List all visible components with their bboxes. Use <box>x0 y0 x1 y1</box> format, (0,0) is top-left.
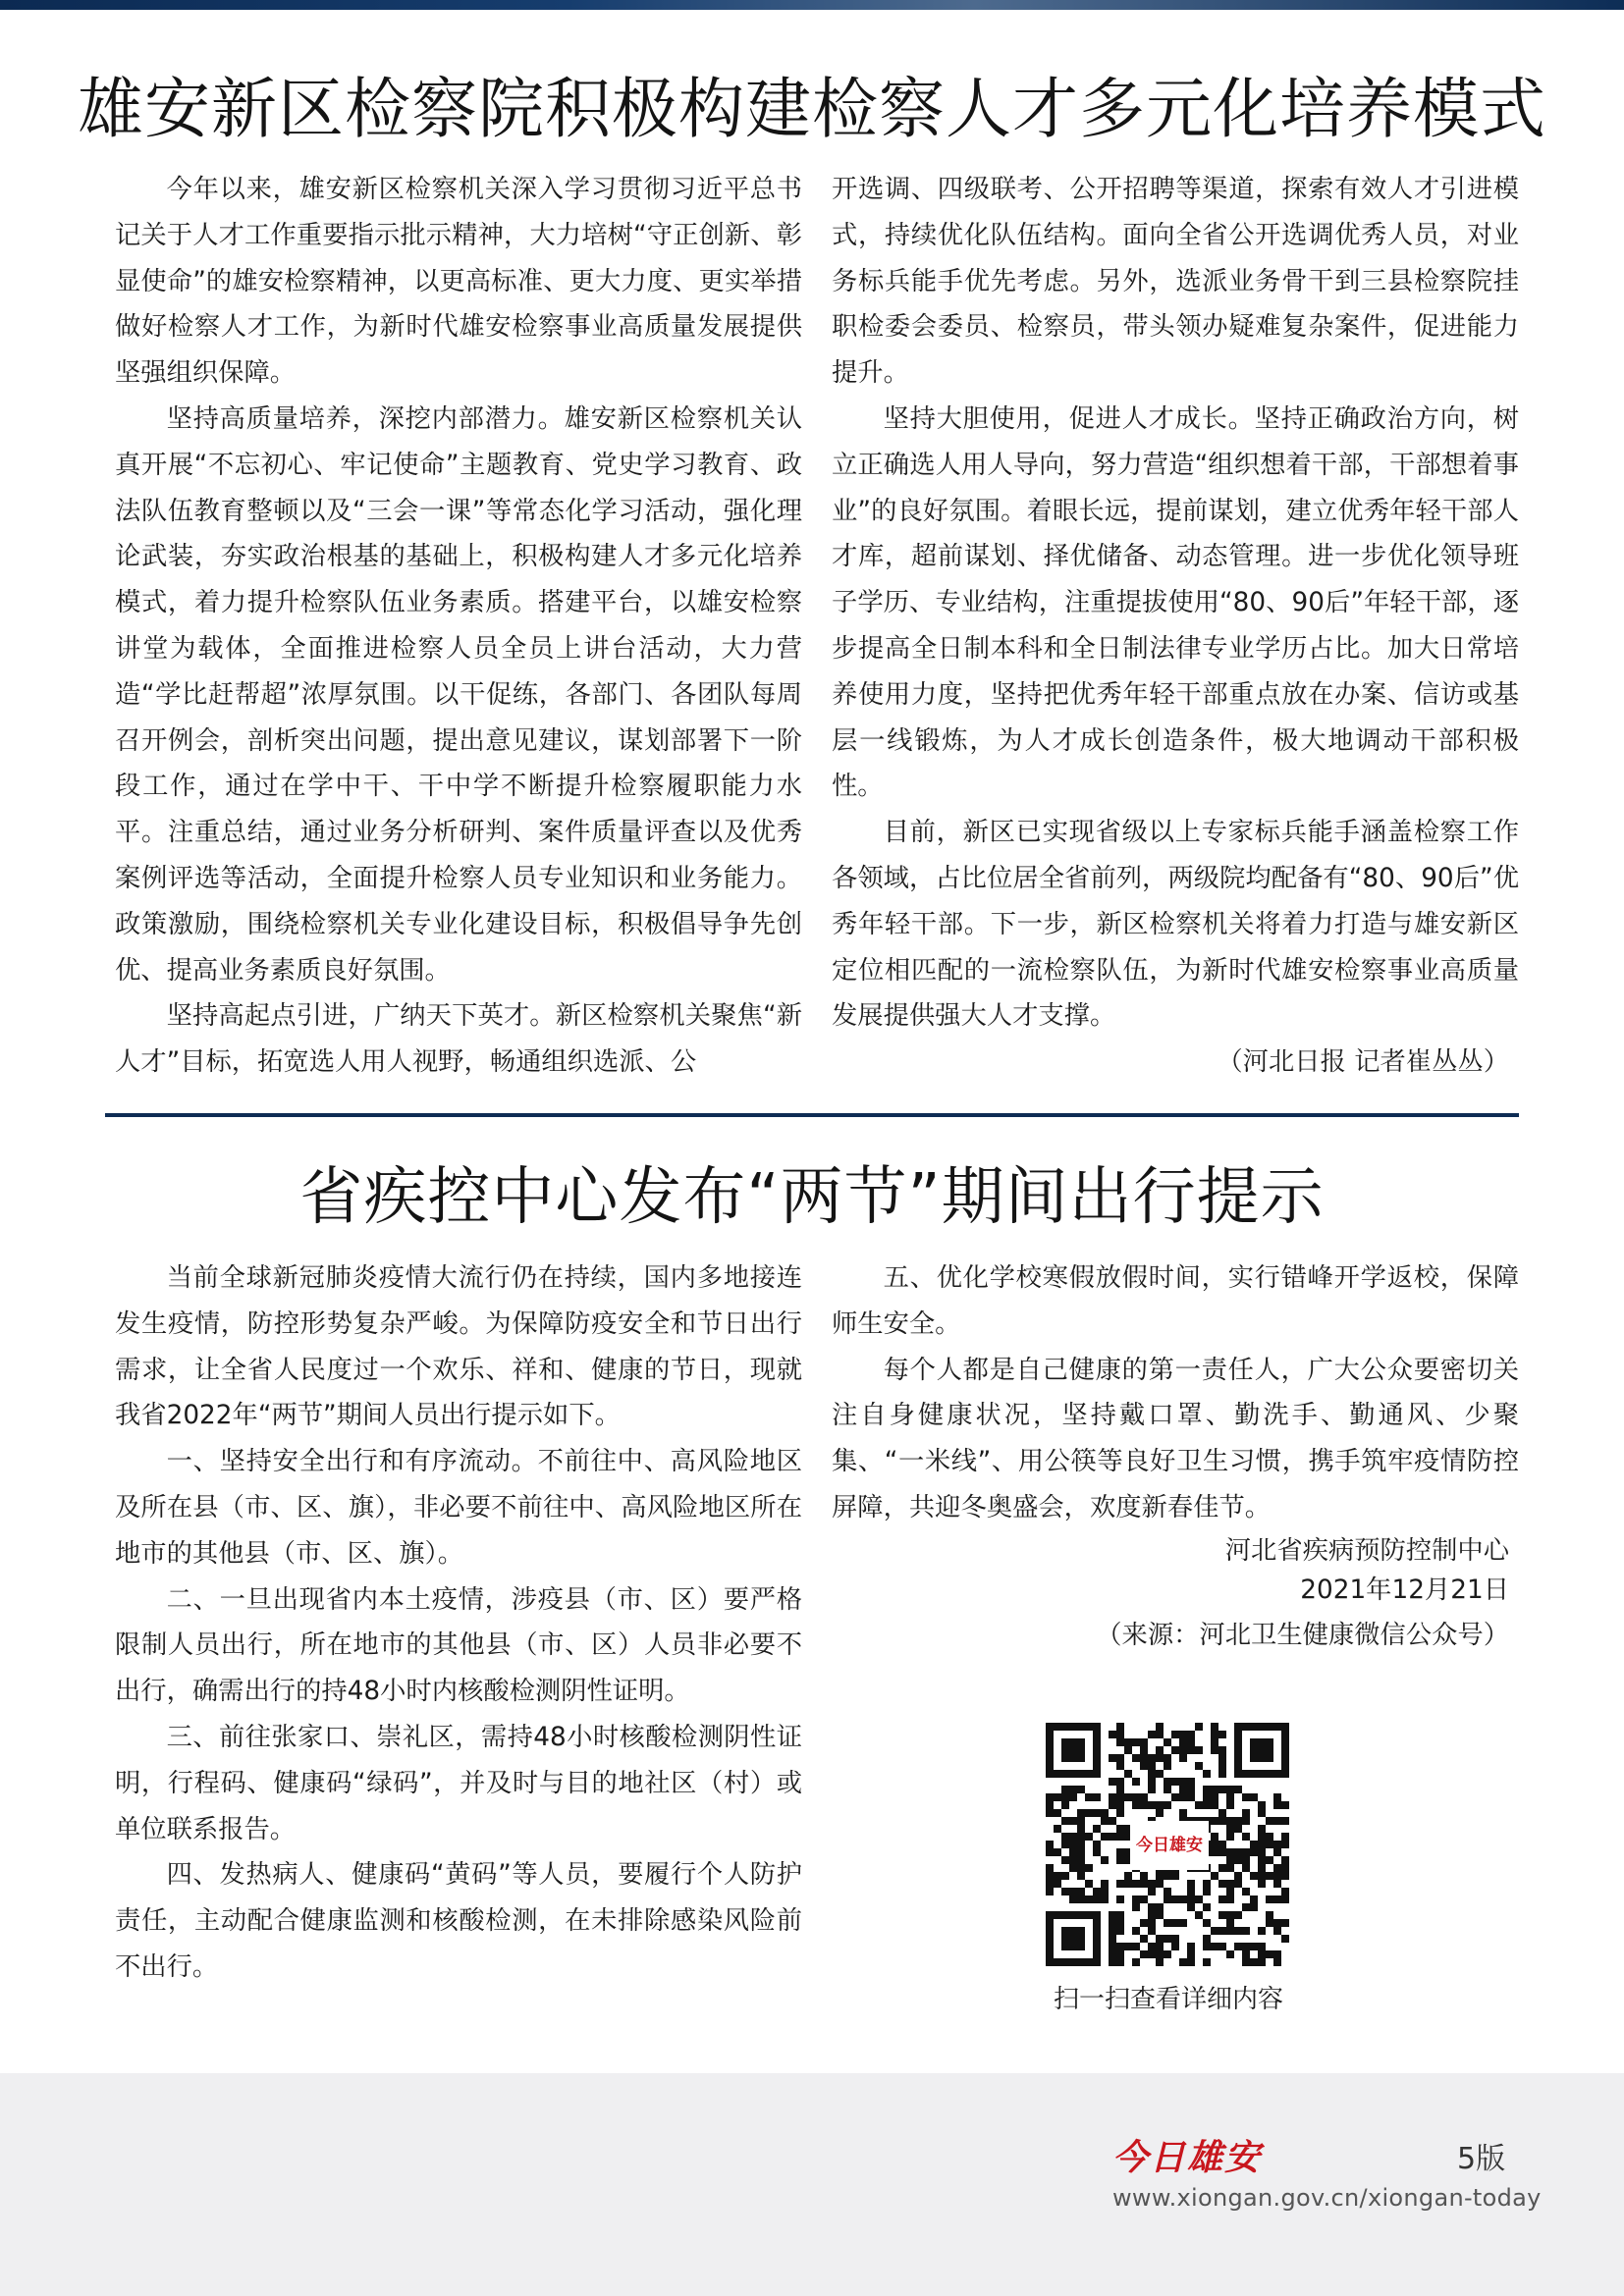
paragraph: 目前，新区已实现省级以上专家标兵能手涵盖检察工作各领域，占比位居全省前列，两级院均配备有“80、90后”优秀年轻干部。下一步，新区检察机关将着力打造与雄安新区定位相匹配的一流检察队伍，为新时代雄安检察事业高质量发展提供强大人才支撑。 <box>832 818 1519 1032</box>
paragraph: 一、坚持安全出行和有序流动。不前往中、高风险地区及所在县（市、区、旗），非必要不前往中、高风险地区所在地市的其他县（市、区、旗）。 <box>115 1447 802 1569</box>
paragraph: 坚持高质量培养，深挖内部潜力。雄安新区检察机关认真开展“不忘初心、牢记使命”主题教育、党史学习教育、政法队伍教育整顿以及“三会一课”等常态化学习活动，强化理论武装，夯实政治根基的基础上，积极构建人才多元化培养模式，着力提升检察队伍业务素质。搭建平台，以雄安检察讲堂为载体，全面推进检察人员全员上讲台活动，大力营造“学比赶帮超”浓厚氛围。以干促练，各部门、各团队每周召开例会，剖析突出问题，提出意见建议，谋划部署下一阶段工作，通过在学中干、干中学不断提升检察履职能力水平。注重总结，通过业务分析研判、案件质量评查以及优秀案例评选等活动，全面提升检察人员专业知识和业务能力。政策激励，围绕检察机关专业化建设目标，积极倡导争先创优、提高业务素质良好氛围。 <box>115 403 802 986</box>
article2-left-column <box>115 1255 802 1991</box>
article1-left-column <box>115 167 802 1086</box>
article2-source: （来源：河北卫生健康微信公众号） <box>1096 1620 1509 1650</box>
footer-url[interactable]: www.xiongan.gov.cn/xiongan-today <box>1112 2184 1542 2212</box>
qr-caption: 扫一扫查看详细内容 <box>1053 1985 1283 2014</box>
article2-date: 2021年12月21日 <box>1300 1575 1509 1605</box>
paragraph: 坚持高起点引进，广纳天下英才。新区检察机关聚焦“新人才”目标，拓宽选人用人视野，畅通组织选派、公 <box>115 1001 802 1078</box>
article1-right-column <box>832 167 1519 1086</box>
article1-source: （河北日报 记者崔丛丛） <box>1217 1047 1509 1078</box>
footer-brand-logo: 今日雄安 <box>1112 2137 1263 2178</box>
article1-headline: 雄安新区检察院积极构建检察人才多元化培养模式 <box>78 71 1546 147</box>
article2-signature: 河北省疾病预防控制中心 <box>1224 1535 1509 1566</box>
section-divider <box>105 1113 1519 1117</box>
paragraph: 坚持大胆使用，促进人才成长。坚持正确政治方向，树立正确选人用人导向，努力营造“组织想着干部，干部想着事业”的良好氛围。着眼长远，提前谋划，建立优秀年轻干部人才库，超前谋划、择优储备、动态管理。进一步优化领导班子学历、专业结构，注重提拔使用“80、90后”年轻干部，逐步提高全日制本科和全日制法律专业学历占比。加大日常培养使用力度，坚持把优秀年轻干部重点放在办案、信访或基层一线锻炼，为人才成长创造条件，极大地调动干部积极性。 <box>832 403 1519 802</box>
article2-headline: 省疾控中心发布“两节”期间出行提示 <box>299 1161 1325 1234</box>
top-banner-bar <box>0 0 1624 10</box>
paragraph: 四、发热病人、健康码“黄码”等人员，要履行个人防护责任，主动配合健康监测和核酸检测，在未排除感染风险前不出行。 <box>115 1860 802 1982</box>
paragraph: 五、优化学校寒假放假时间，实行错峰开学返校，保障师生安全。 <box>832 1263 1519 1339</box>
qr-center-logo: 今日雄安 <box>1130 1821 1209 1870</box>
paragraph: 二、一旦出现省内本土疫情，涉疫县（市、区）要严格限制人员出行，所在地市的其他县（市、区）人员非必要不出行，确需出行的持48小时内核酸检测阴性证明。 <box>115 1584 802 1707</box>
paragraph: 每个人都是自己健康的第一责任人，广大公众要密切关注自身健康状况，坚持戴口罩、勤洗手、勤通风、少聚集、“一米线”、用公筷等良好卫生习惯，携手筑牢疫情防控屏障，共迎冬奥盛会，欢度新春佳节。 <box>832 1355 1519 1522</box>
paragraph-continued: 开选调、四级联考、公开招聘等渠道，探索有效人才引进模式，持续优化队伍结构。面向全省公开选调优秀人员，对业务标兵能手优先考虑。另外，选派业务骨干到三县检察院挂职检委会委员、检察员，带头领办疑难复杂案件，促进能力提升。 <box>832 175 1519 389</box>
page-number: 5版 <box>1457 2142 1506 2176</box>
paragraph: 三、前往张家口、崇礼区，需持48小时核酸检测阴性证明，行程码、健康码“绿码”，并及时与目的地社区（村）或单位联系报告。 <box>115 1722 802 1844</box>
paragraph: 今年以来，雄安新区检察机关深入学习贯彻习近平总书记关于人才工作重要指示批示精神，大力培树“守正创新、彰显使命”的雄安检察精神，以更高标准、更大力度、更实举措做好检察人才工作，为新时代雄安检察事业高质量发展提供坚强组织保障。 <box>115 175 802 389</box>
paragraph: 当前全球新冠肺炎疫情大流行仍在持续，国内多地接连发生疫情，防控形势复杂严峻。为保障防疫安全和节日出行需求，让全省人民度过一个欢乐、祥和、健康的节日，现就我省2022年“两节”期间人员出行提示如下。 <box>115 1263 802 1431</box>
qr-code[interactable] <box>1046 1723 1289 1966</box>
article2-right-column <box>832 1255 1519 1661</box>
